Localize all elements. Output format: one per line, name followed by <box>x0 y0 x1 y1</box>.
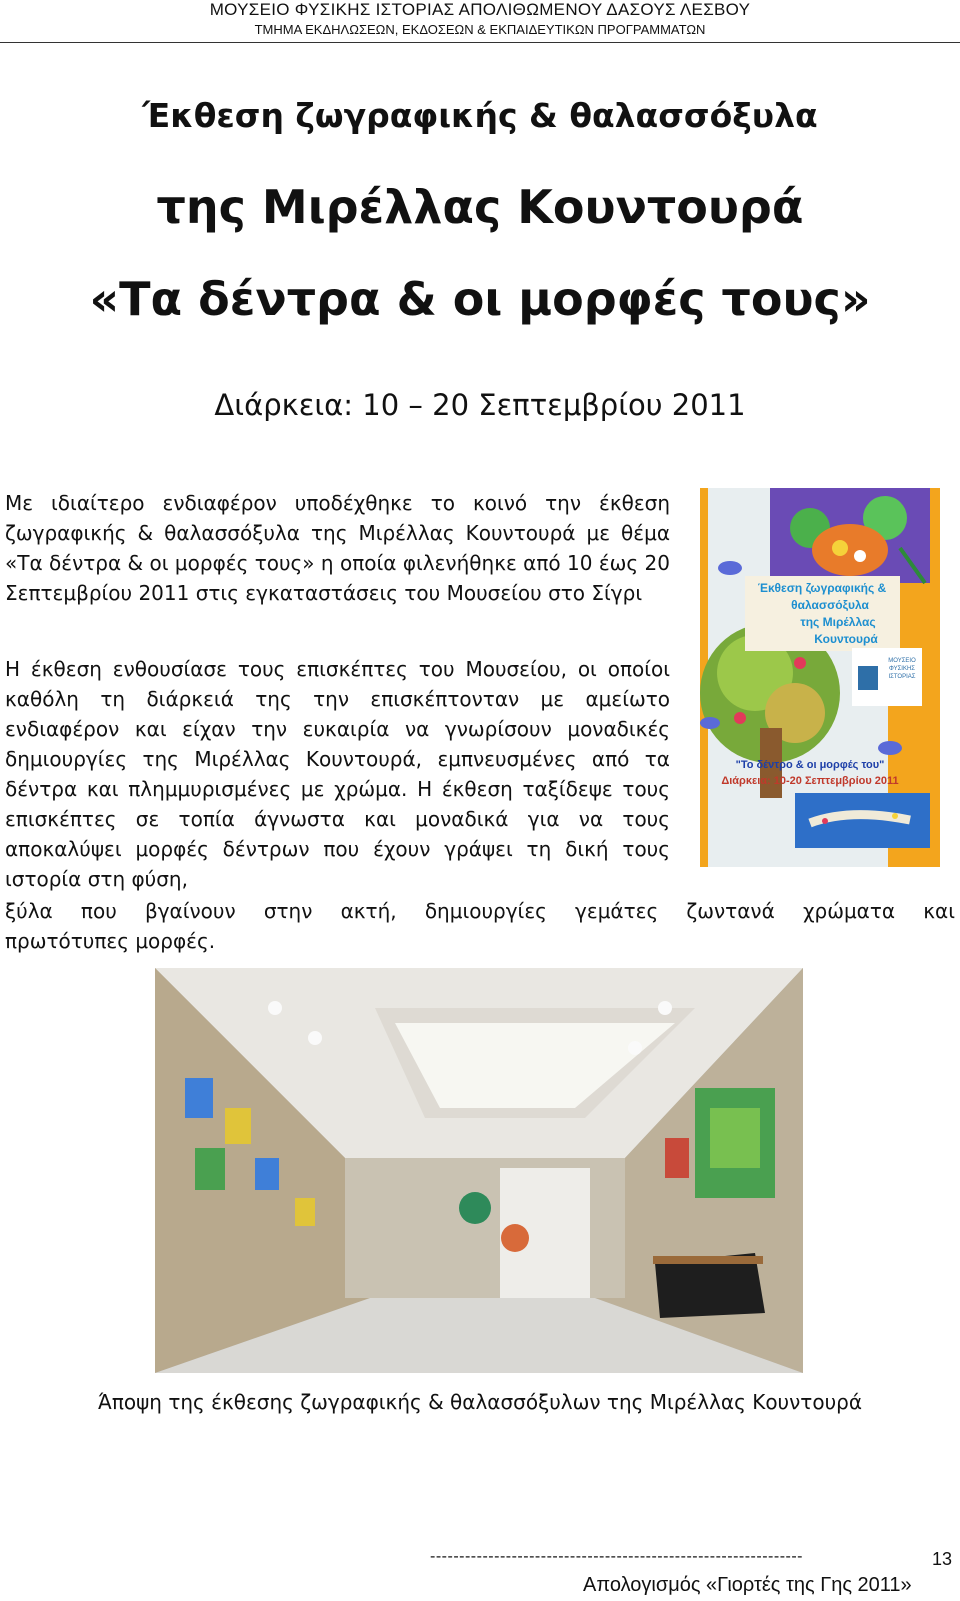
paragraph-continuation: ξύλα που βγαίνουν στην ακτή, δημιουργίες γεμάτες ζωντανά χρώματα και <box>5 899 955 923</box>
poster-logo-line-3: ΙΣΤΟΡΙΑΣ <box>888 674 916 680</box>
photo-caption: Άποψη της έκθεσης ζωγραφικής & θαλασσόξυλων της Μιρέλλας Κουντουρά <box>97 1390 863 1414</box>
title-line-1: Έκθεση ζωγραφικής & θαλασσόξυλα <box>142 96 818 135</box>
poster-dates: Διάρκεια: 10-20 Σεπτεμβρίου 2011 <box>721 775 899 787</box>
poster-title-line-4: Κουντουρά <box>814 632 878 646</box>
poster-artwork <box>700 488 940 867</box>
page-number: 13 <box>932 1549 953 1569</box>
poster-logo-line-1: ΜΟΥΣΕΙΟ <box>888 658 916 664</box>
exhibition-poster <box>700 488 940 867</box>
paragraph-ending: πρωτότυπες μορφές. <box>5 929 216 953</box>
poster-title-line-3: της Μιρέλλας <box>800 615 876 629</box>
paragraph-description: Η έκθεση ενθουσίασε τους επισκέπτες του Μουσείου, οι οποίοι καθόλη τη διάρκειά της την επισκέπτονταν με αμείωτο ενδιαφέρον και είχαν την ευκαιρία να γνωρίσουν μοναδικές δημιουργίες της Μιρέλλας Κουντουρά, εμπνευσμένες από τα δέντρα και πλημμυρισμένες με χρώμα. Η έκθεση ταξίδεψε τους επισκέπτες σε τοπία άγνωστα και μοναδικά για να τους αποκαλύψει μορφές δέντρων που έχουν γράψει τη δική τους ιστορία στη φύση, <box>5 657 670 891</box>
poster-title-line-2: θαλασσόξυλα <box>791 598 869 612</box>
title-line-2: της Μιρέλλας Κουντουρά <box>156 180 804 234</box>
footer-title: Απολογισμός «Γιορτές της Γης 2011» <box>583 1574 912 1596</box>
paragraph-intro: Με ιδιαίτερο ενδιαφέρον υποδέχθηκε το κοινό την έκθεση ζωγραφικής & θαλασσόξυλα της Μιρέλλας Κουντουρά με θέμα «Τα δέντρα & οι μορφές τους» η οποία φιλενήθηκε από 10 έως 20 Σεπτεμβρίου 2011 στις εγκαταστάσεις του Μουσείου στο Σίγρι <box>5 491 670 605</box>
footer-dashes: ---------------------------------------------------------------- <box>430 1548 803 1565</box>
gallery-photo-artwork <box>155 968 803 1373</box>
gallery-photo <box>155 968 803 1373</box>
header-department: ΤΜΗΜΑ ΕΚΔΗΛΩΣΕΩΝ, ΕΚΔΟΣΕΩΝ & ΕΚΠΑΙΔΕΥΤΙΚΩΝ ΠΡΟΓΡΑΜΜΑΤΩΝ <box>254 22 706 37</box>
header-museum-name: ΜΟΥΣΕΙΟ ΦΥΣΙΚΗΣ ΙΣΤΟΡΙΑΣ ΑΠΟΛΙΘΩΜΕΝΟΥ ΔΑΣΟΥΣ ΛΕΣΒΟΥ <box>209 0 751 19</box>
poster-title-line-1: Έκθεση ζωγραφικής & <box>757 581 887 595</box>
poster-logo-line-2: ΦΥΣΙΚΗΣ <box>888 666 916 672</box>
museum-logo-icon <box>858 666 878 690</box>
poster-subtitle: "Το δέντρο & οι μορφές του" <box>735 759 885 771</box>
duration-line: Διάρκεια: 10 – 20 Σεπτεμβρίου 2011 <box>214 388 746 422</box>
title-line-3: «Τα δέντρα & οι μορφές τους» <box>89 272 871 326</box>
header-divider <box>0 42 960 43</box>
